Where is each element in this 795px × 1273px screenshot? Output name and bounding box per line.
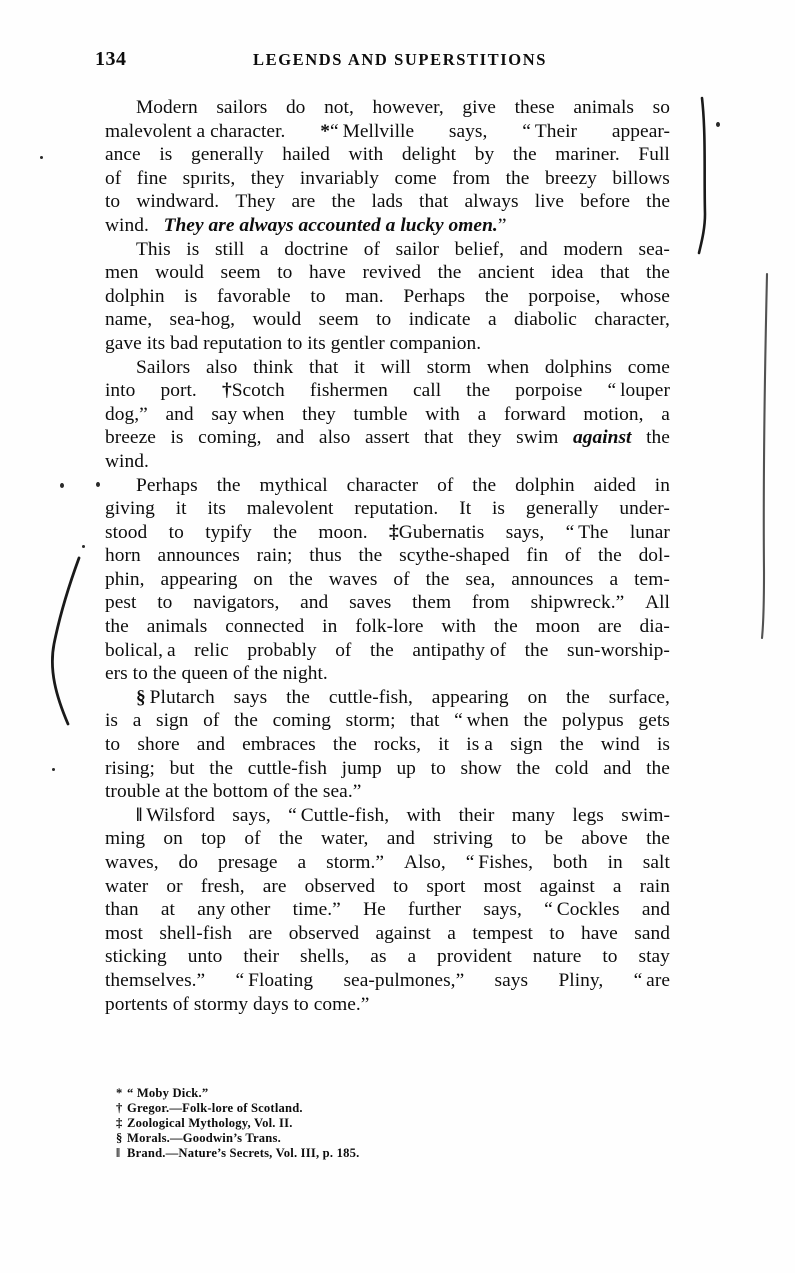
text-line: giving it its malevolent reputation. It is generally under-: [105, 498, 670, 520]
text-line: stood to typify the moon. ‡Gubernatis says, “ The lunar: [105, 521, 670, 543]
text-line: This is still a doctrine of sailor belief, and modern sea-: [136, 238, 670, 260]
paragraph-2: [105, 238, 670, 356]
footnote-2: [116, 1101, 536, 1116]
page-edge-scan-line: [758, 272, 778, 642]
text-line: ance is generally hailed with delight by the mariner. Full: [105, 144, 670, 166]
paragraph-6: [105, 804, 670, 1016]
footnote-4: [116, 1131, 536, 1146]
body-text-block: [105, 96, 670, 1016]
text-line: Modern sailors do not, however, give these animals so: [136, 97, 670, 118]
paragraph-4: [105, 474, 670, 686]
scan-speck: [40, 156, 43, 159]
text-line: Perhaps the mythical character of the dolphin aided in: [136, 474, 670, 496]
footnote-marker: *: [116, 1086, 123, 1100]
footnote-marker: §: [116, 1131, 123, 1146]
footnote-text: Brand.—Nature’s Secrets, Vol. III, p. 185.: [127, 1146, 360, 1161]
paragraph-1: [105, 96, 670, 238]
text-line: gave its bad reputation to its gentler companion.: [105, 332, 482, 354]
running-head-title: LEGENDS AND SUPERSTITIONS: [253, 50, 547, 69]
footnote-marker: †: [116, 1101, 123, 1116]
text-line: ming on top of the water, and striving to be above the: [105, 828, 670, 850]
text-line: to shore and embraces the rocks, it is a sign the wind is: [105, 734, 670, 756]
text-line: of fine spırits, they invariably come from the breezy billows: [105, 167, 670, 189]
footnote-text: “ Moby Dick.”: [127, 1086, 209, 1100]
footnote-text: Zoological Mythology, Vol. II.: [127, 1116, 293, 1131]
scan-speck: [716, 122, 720, 127]
text-line: horn announces rain; thus the scythe-shaped fin of the dol-: [105, 545, 670, 567]
text-line: breeze is coming, and also assert that they swim against the: [105, 427, 670, 449]
text-line: rising; but the cuttle-fish jump up to show the cold and the: [105, 757, 670, 779]
footnote-marker: ‖: [116, 1146, 121, 1161]
text-line: water or fresh, are observed to sport most against a rain: [105, 875, 670, 897]
footnote-text: Morals.—Goodwin’s Trans.: [127, 1131, 281, 1146]
text-line: the animals connected in folk-lore with the moon are dia-: [105, 616, 670, 638]
right-margin-pen-bracket: [690, 96, 730, 256]
text-line: most shell-fish are observed against a tempest to have sand: [105, 922, 670, 944]
text-line: trouble at the bottom of the sea.”: [105, 781, 362, 803]
text-line: malevolent a character. *“ Mellville says, “ Their appear-: [105, 120, 670, 142]
text-line: wind. They are always accounted a lucky omen.”: [105, 214, 507, 236]
text-line: themselves.” “ Floating sea-pulmones,” says Pliny, “ are: [105, 969, 670, 991]
text-line: pest to navigators, and saves them from shipwreck.” All: [105, 592, 670, 614]
footnote-block: [116, 1086, 536, 1161]
footnote-text: Gregor.—Folk-lore of Scotland.: [127, 1101, 303, 1116]
text-line: dolphin is favorable to man. Perhaps the porpoise, whose: [105, 285, 670, 307]
text-line: portents of stormy days to come.”: [105, 993, 370, 1015]
text-line: dog,” and say when they tumble with a forward motion, a: [105, 403, 670, 425]
scan-speck: [96, 482, 100, 487]
page-number: 134: [95, 48, 127, 70]
text-line: bolical, a relic probably of the antipathy of the sun-worship-: [105, 639, 670, 661]
text-line: than at any other time.” He further says, “ Cockles and: [105, 899, 670, 921]
text-line: name, sea-hog, would seem to indicate a diabolic character,: [105, 309, 670, 331]
left-margin-pen-brace: [46, 556, 96, 731]
footnote-marker: ‡: [116, 1116, 123, 1131]
paragraph-3: [105, 356, 670, 474]
text-line: wind.: [105, 450, 149, 472]
footnote-3: [116, 1116, 536, 1131]
scan-speck: [82, 545, 85, 548]
text-line: to windward. They are the lads that always live before the: [105, 191, 670, 213]
running-head: [95, 48, 705, 74]
paragraph-5: [105, 686, 670, 804]
text-line: ‖ Wilsford says, “ Cuttle-fish, with their many legs swim-: [136, 804, 670, 826]
footnote-5: [116, 1146, 536, 1161]
text-line: waves, do presage a storm.” Also, “ Fishes, both in salt: [105, 852, 670, 873]
scan-speck: [60, 483, 64, 488]
text-line: ers to the queen of the night.: [105, 663, 328, 685]
text-line: into port. †Scotch fishermen call the porpoise “ louper: [105, 380, 670, 402]
text-line: § Plutarch says the cuttle-fish, appearing on the surface,: [136, 686, 670, 708]
text-line: sticking unto their shells, as a provident nature to stay: [105, 946, 670, 968]
footnote-1: [116, 1086, 536, 1101]
scan-speck: [52, 768, 55, 771]
text-line: phin, appearing on the waves of the sea, announces a tem-: [105, 568, 670, 590]
text-line: is a sign of the coming storm; that “ when the polypus gets: [105, 710, 670, 732]
text-line: Sailors also think that it will storm when dolphins come: [136, 356, 670, 378]
text-line: men would seem to have revived the ancient idea that the: [105, 262, 670, 284]
